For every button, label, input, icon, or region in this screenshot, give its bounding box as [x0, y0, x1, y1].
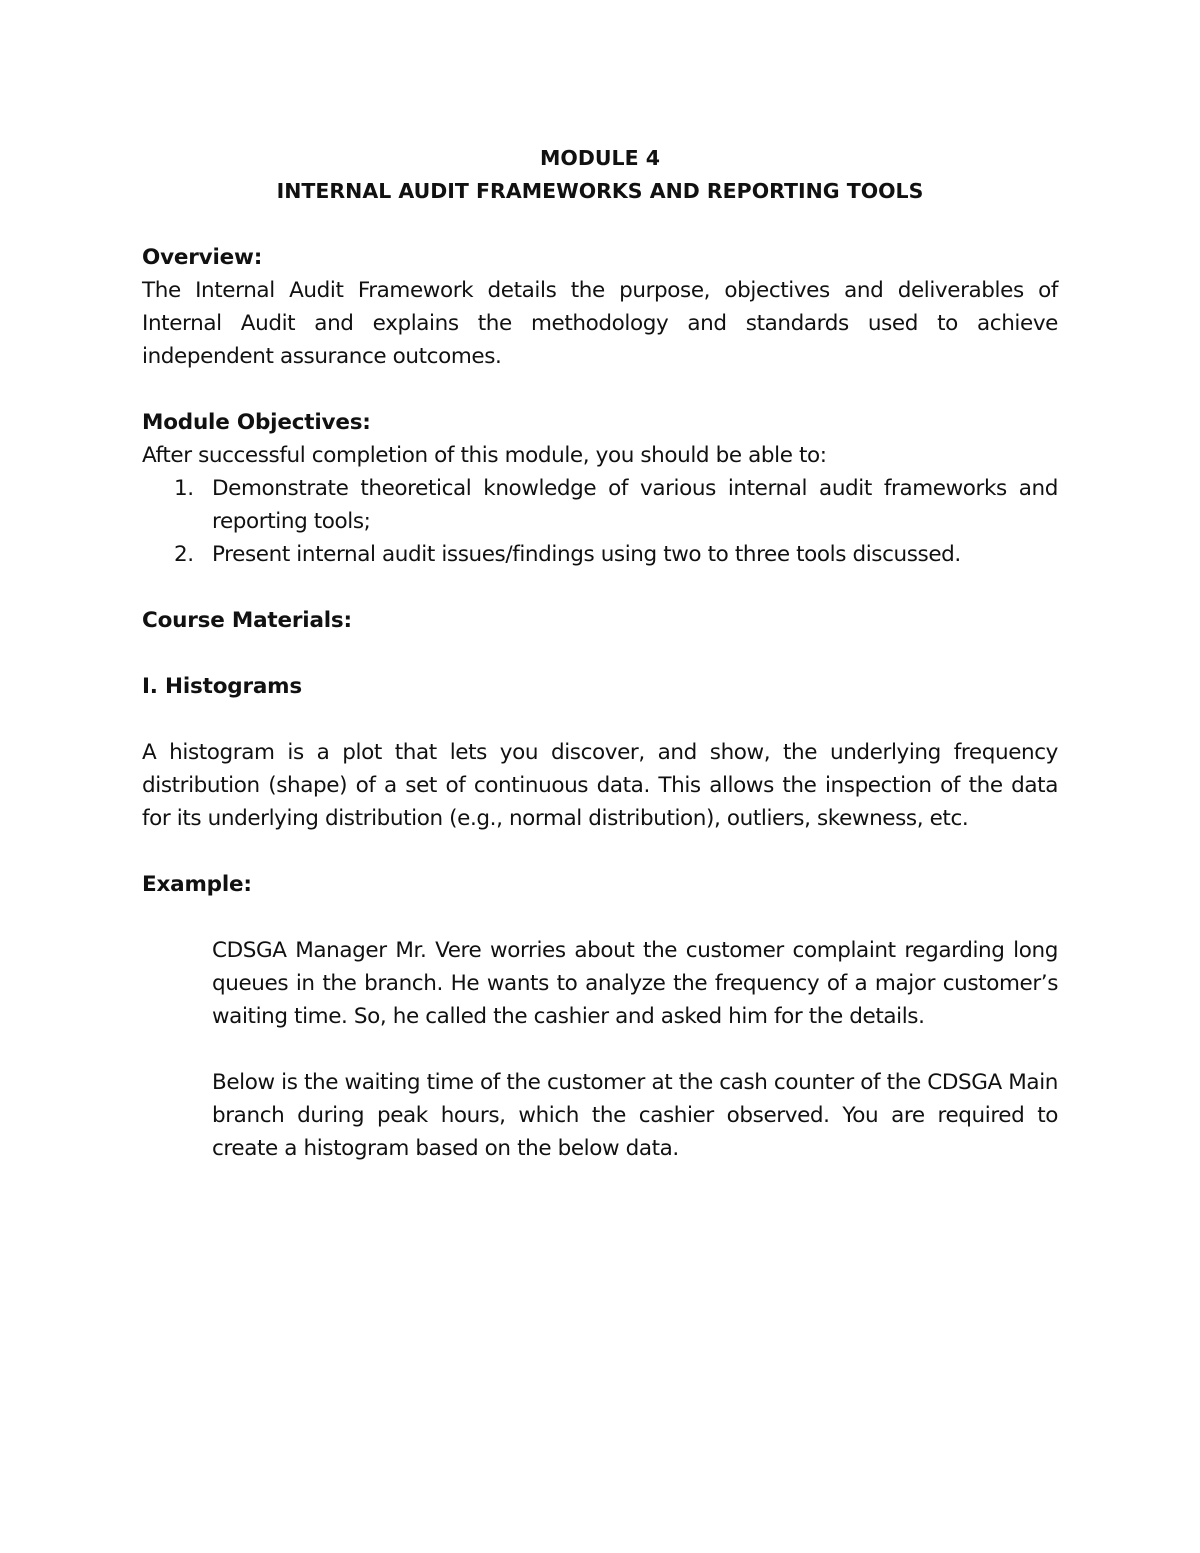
list-item-text: Demonstrate theoretical knowledge of various internal audit frameworks and reporting tools; — [212, 476, 1058, 534]
objectives-list — [142, 472, 1058, 571]
spacer — [142, 1033, 1058, 1066]
overview-heading: Overview: — [142, 245, 263, 270]
overview-text: The Internal Audit Framework details the purpose, objectives and deliverables of Internal Audit and explains the methodology and standards used to achieve independent assurance outcomes. — [142, 278, 1058, 369]
spacer — [142, 208, 1058, 241]
list-item — [174, 538, 1058, 571]
spacer — [142, 835, 1058, 868]
list-item-number: 1. — [174, 476, 194, 501]
list-item-number: 2. — [174, 542, 194, 567]
section-heading: I. Histograms — [142, 674, 302, 699]
spacer — [142, 373, 1058, 406]
example-paragraph-2: Below is the waiting time of the customer at the cash counter of the CDSGA Main branch during peak hours, which the cashier observed. You are required to create a histogram based on the below data. — [212, 1070, 1058, 1161]
spacer — [142, 571, 1058, 604]
list-item-text: Present internal audit issues/findings using two to three tools discussed. — [212, 542, 961, 567]
document-content — [142, 142, 1058, 1165]
example-paragraph-1: CDSGA Manager Mr. Vere worries about the customer complaint regarding long queues in the branch. He wants to analyze the frequency of a major customer’s waiting time. So, he called the cashier and asked him for the details. — [212, 938, 1058, 1029]
module-title: INTERNAL AUDIT FRAMEWORKS AND REPORTING TOOLS — [276, 179, 924, 203]
objectives-heading: Module Objectives: — [142, 410, 371, 435]
spacer — [142, 703, 1058, 736]
course-materials-heading: Course Materials: — [142, 608, 352, 633]
list-item — [174, 472, 1058, 538]
example-heading: Example: — [142, 872, 252, 897]
spacer — [142, 637, 1058, 670]
objectives-intro: After successful completion of this module, you should be able to: — [142, 443, 827, 468]
spacer — [142, 901, 1058, 934]
document-title — [142, 142, 1058, 208]
module-label: MODULE 4 — [540, 146, 660, 170]
histogram-text: A histogram is a plot that lets you discover, and show, the underlying frequency distribution (shape) of a set of continuous data. This allows the inspection of the data for its underlying distribution (e.g., normal distribution), outliers, skewness, etc. — [142, 740, 1058, 831]
